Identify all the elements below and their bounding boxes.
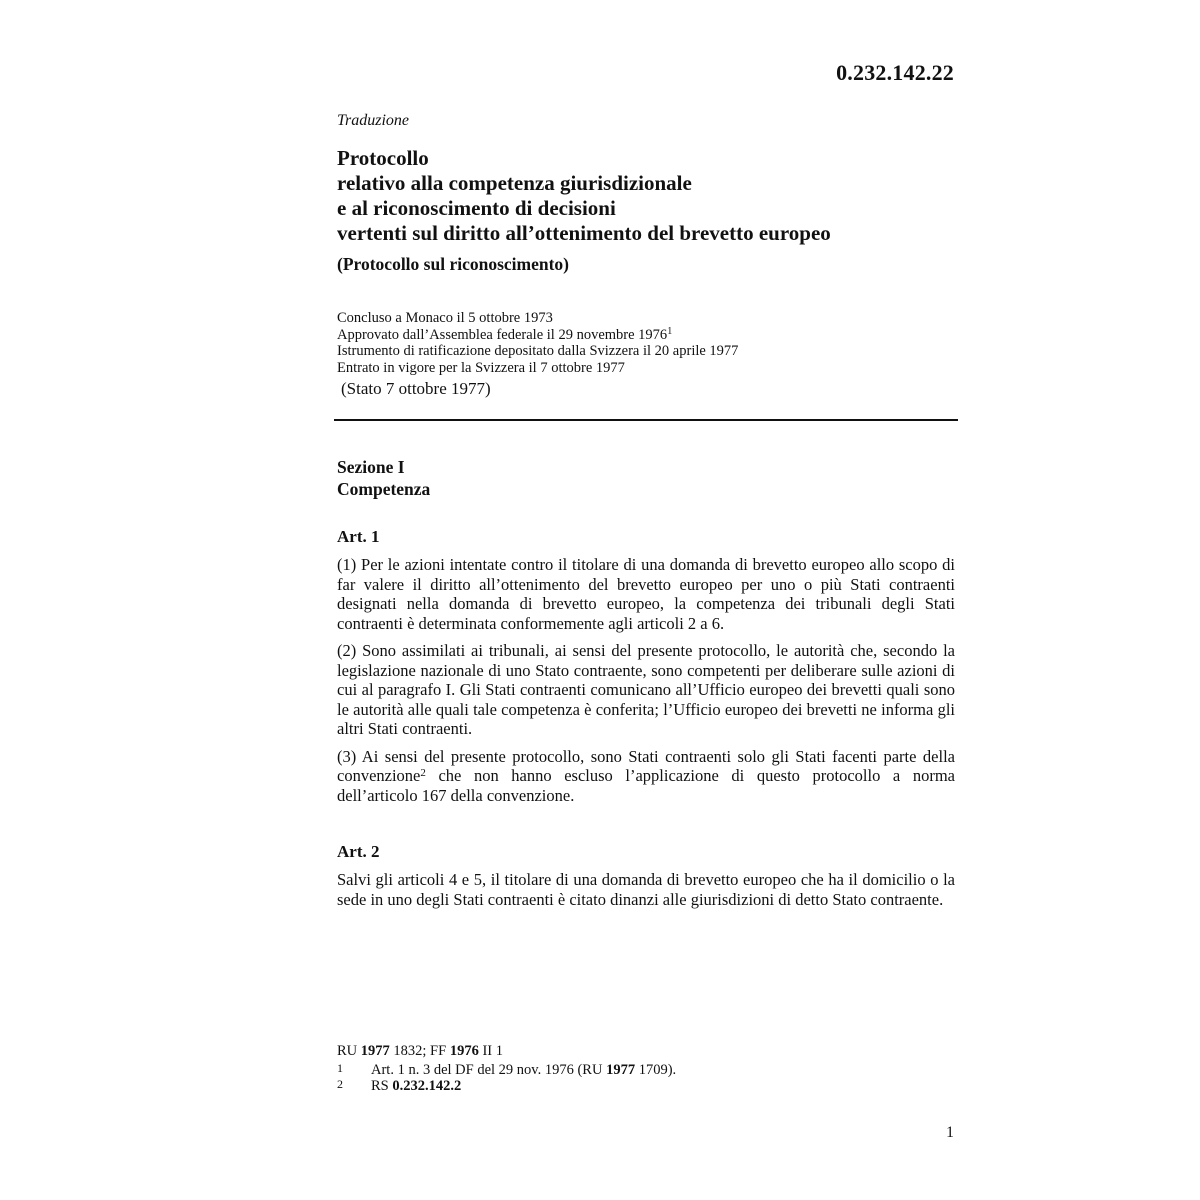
title-line: relativo alla competenza giurisdizionale <box>337 171 692 195</box>
section-name: Competenza <box>337 479 431 499</box>
approval-text: Approvato dall’Assemblea federale il 29 novembre 1976 <box>337 326 668 343</box>
footnotes <box>337 1043 977 1095</box>
title-line: e al riconoscimento di decisioni <box>337 196 616 220</box>
article-1-title: Art. 1 <box>337 527 380 546</box>
article-2-body <box>337 870 955 917</box>
document-metadata <box>337 310 977 376</box>
footnote-mark: 1 <box>337 1060 343 1075</box>
status-date: (Stato 7 ottobre 1977) <box>341 379 491 398</box>
section-number: Sezione I <box>337 457 405 477</box>
footnote-text: Art. 1 n. 3 del DF del 29 nov. 1976 (RU 1977 1709). <box>371 1061 677 1078</box>
article-1-paragraph-1: (1) Per le azioni intentate contro il titolare di una domanda di brevetto europeo allo scopo di far valere il diritto all’ottenimento del brevetto europeo per uno o più Stati contraenti designati nella domanda di brevetto europeo, la competenza dei tribunali degli Stati contraenti è determinata conformemente agli articoli 2 a 6. <box>337 555 955 633</box>
footnote-ref-2[interactable]: 2 <box>420 767 426 779</box>
footnote-1 <box>337 1062 977 1079</box>
section-heading <box>337 456 430 500</box>
article-1-body <box>337 555 955 813</box>
sr-number: 0.232.142.22 <box>836 60 954 85</box>
page-number: 1 <box>946 1124 954 1141</box>
paragraph-3-text-b: che non hanno escluso l’applicazione di questo protocollo a norma dell’articolo 167 della convenzione. <box>337 766 955 805</box>
article-2-title: Art. 2 <box>337 842 380 861</box>
approval-date <box>337 327 977 344</box>
official-source: RU 1977 1832; FF 1976 II 1 <box>337 1043 503 1059</box>
article-1-paragraph-3 <box>337 747 955 806</box>
title-line: Protocollo <box>337 146 429 170</box>
header-divider <box>334 419 958 421</box>
title-line: vertenti sul diritto all’ottenimento del brevetto europeo <box>337 221 831 245</box>
footnote-text: RS 0.232.142.2 <box>371 1078 462 1094</box>
paragraph-3-text-a: (3) Ai sensi del presente protocollo, sono Stati contraenti solo gli Stati facenti parte della convenzione <box>337 746 955 785</box>
in-force-date: Entrato in vigore per la Svizzera il 7 ottobre 1977 <box>337 359 625 376</box>
document-title <box>337 146 977 275</box>
footnote-mark: 2 <box>337 1077 343 1091</box>
footnote-ref-1[interactable]: 1 <box>667 325 673 337</box>
concluded-date: Concluso a Monaco il 5 ottobre 1973 <box>337 310 553 326</box>
footnote-2 <box>337 1078 977 1095</box>
footnote-link-rs[interactable]: 0.232.142.2 <box>392 1078 462 1094</box>
ratification-date: Istrumento di ratificazione depositato dalla Svizzera il 20 aprile 1977 <box>337 343 739 359</box>
short-title: (Protocollo sul riconoscimento) <box>337 254 569 274</box>
translation-label: Traduzione <box>337 112 410 129</box>
article-2-paragraph-1: Salvi gli articoli 4 e 5, il titolare di una domanda di brevetto europeo che ha il domicilio o la sede in uno degli Stati contraenti è citato dinanzi alle giurisdizioni di detto Stato contraente. <box>337 870 955 909</box>
article-1-paragraph-2: (2) Sono assimilati ai tribunali, ai sensi del presente protocollo, le autorità che, secondo la legislazione nazionale di uno Stato contraente, sono competenti per deliberare sulle azioni di cui al paragrafo I. Gli Stati contraenti comunicano all’Ufficio europeo dei brevetti quali sono le autorità alle quali tale competenza è conferita; l’Ufficio europeo dei brevetti ne informa gli altri Stati contraenti. <box>337 641 955 738</box>
